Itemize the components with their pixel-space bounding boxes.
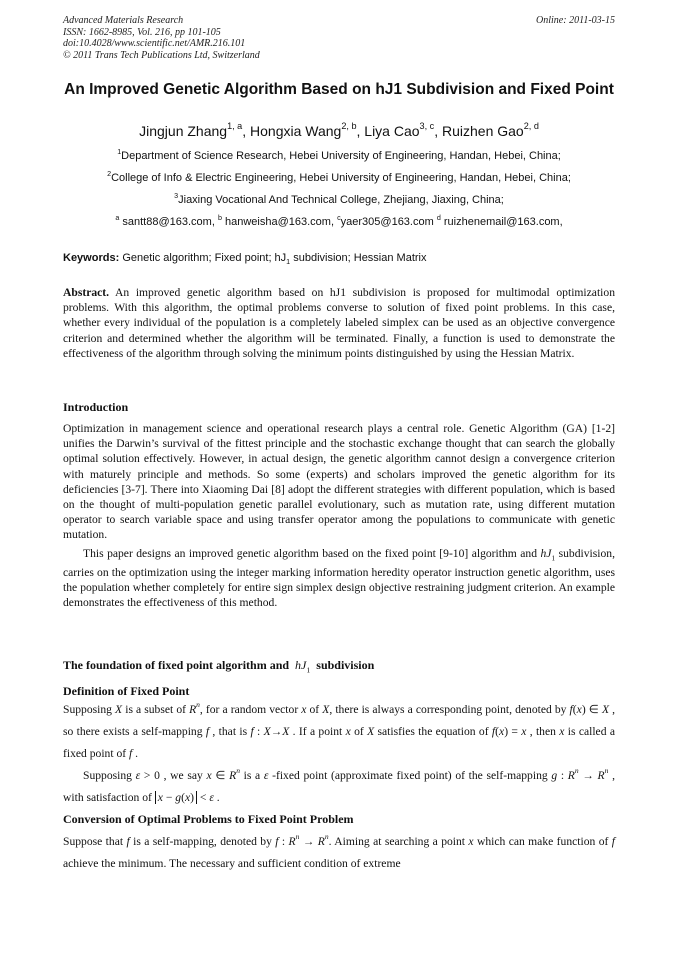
email-link[interactable]: santt88@163.com, [122,216,215,228]
doi: doi:10.4028/www.scientific.net/AMR.216.101 [63,38,246,49]
author-sup: 3, c [419,121,435,132]
definition-paragraph-1: Supposing X is a subset of $R^n$, for a random vector x of X, there is always a corresponding point, denoted by f(x) ∈ X , so there exists a self-mapping f , that is f : X→X . If a point x of X satisfies the equation of f(x) = x , then x is called a fixed point of f . [63,700,616,760]
abstract [63,285,615,361]
introduction-body [63,421,615,610]
subsection-heading-definition: Definition of Fixed Point [63,684,190,698]
definition-body [63,699,615,809]
subsection-heading-conversion: Conversion of Optimal Problems to Fixed Point Problem [63,812,354,826]
section-heading-introduction: Introduction [63,400,129,414]
abstract-label: Abstract. [63,286,110,299]
intro-paragraph-1: Optimization in management science and operational research plays a central role. Genetic Algorithm (GA) [1-2] unifies the Darwin’s survival of the fittest principle and the stochastic exchange thought that can search the globally optimal solution effectively. However, in actual design, the genetic algorithm cannot design a convergence criterion with maturely principle and methods. So some (experts) and scholars improved the genetic algorithm for its deficiencies [3-7]. There into Xiaoming Dai [8] adopt the different strategies with different population, which is based on the thought of multi-population genetic parallel evolutionary, such as mutation rate, using different mutation operator to search variable space and using transfer operator among the populations to communicate with genetic mutation. [63,422,615,542]
affiliation-1: $^1$Department of Science Research, Hebei University of Engineering, Handan, Hebei, China; [117,147,561,162]
affiliation-3: $^3$Jiaxing Vocational And Technical College, Zhejiang, Jiaxing, China; [174,191,504,206]
conversion-body [63,831,615,875]
conversion-paragraph: Suppose that f is a self-mapping, denoted by f : $R^n \to R^n$. Aiming at searching a point x which can make function of f achieve the minimum. The necessary and sufficient condition of extreme [63,832,615,870]
email-list: $^a$ santt88@163.com, $^b$ hanweisha@163.com, $^c$yaer305@163.com $^d$ ruizhenemail@163.com, [115,213,563,228]
affiliation-2: $^2$College of Info & Electric Engineering, Hebei University of Engineering, Handan, Hebei, China; [107,169,571,184]
journal-header [63,15,260,61]
journal-name: Advanced Materials Research [63,15,184,26]
author-name: Liya Cao [364,123,420,139]
copyright: © 2011 Trans Tech Publications Ltd, Switzerland [63,49,260,61]
author-sup: 2, d [523,121,539,132]
email-link[interactable]: yaer305@163.com [340,216,434,228]
section-heading-foundation: The foundation of fixed point algorithm and $hJ_1$ subdivision [63,658,375,675]
email-link[interactable]: hanweisha@163.com, [225,216,335,228]
author-name: Hongxia Wang [250,123,342,139]
issn: ISSN: 1662-8985, Vol. 216, pp 101-105 [63,26,221,38]
email-link[interactable]: ruizhenemail@163.com, [443,216,563,228]
paper-title: An Improved Genetic Algorithm Based on hJ1 Subdivision and Fixed Point [64,81,614,98]
author-sup: 1, a [227,121,243,132]
online-date: Online: 2011-03-15 [536,15,615,26]
keywords-label: Keywords: [63,252,120,264]
author-name: Ruizhen Gao [442,123,524,139]
keywords: Keywords: Genetic algorithm; Fixed point; $hJ_1$ subdivision; Hessian Matrix [63,252,427,267]
author-list: Jingjun Zhang$^{1, a}$, Hongxia Wang$^{2, b}$, Liya Cao$^{3, c}$, Ruizhen Gao$^{2, d}$ [139,121,539,139]
abstract-text: An improved genetic algorithm based on hJ1 subdivision is proposed for multimodal optimization problems. With this algorithm, the optimal problems converse to solution of fixed point problems. In this case, whether every individual of the population is a completely labeled simplex can be used as an objective convergence criterion and determined whether the algorithm will be terminated. Finally, a function is used to demonstrate the effectiveness of the algorithm through solving the minimum points distinguished by using the Hessian Matrix. [63,286,615,360]
author-sup: 2, b [341,121,357,132]
definition-paragraph-2: Supposing ε > 0 , we say x ∈ $R^n$ is a ε -fixed point (approximate fixed point) of the self-mapping g : $R^n \to R^n$ , with satisfaction of x − g(x) < ε . [63,766,615,804]
intro-paragraph-2: This paper designs an improved genetic algorithm based on the fixed point [9-10] algorithm and $hJ_1$ subdivision, carries on the optimization using the integer marking information heredity operator instruction genetic algorithm, uses the population whether completely for entire sign simplex design objective restraining judgment criterion. An example demonstrates the effectiveness of this method. [63,546,615,610]
author-name: Jingjun Zhang [139,123,228,139]
